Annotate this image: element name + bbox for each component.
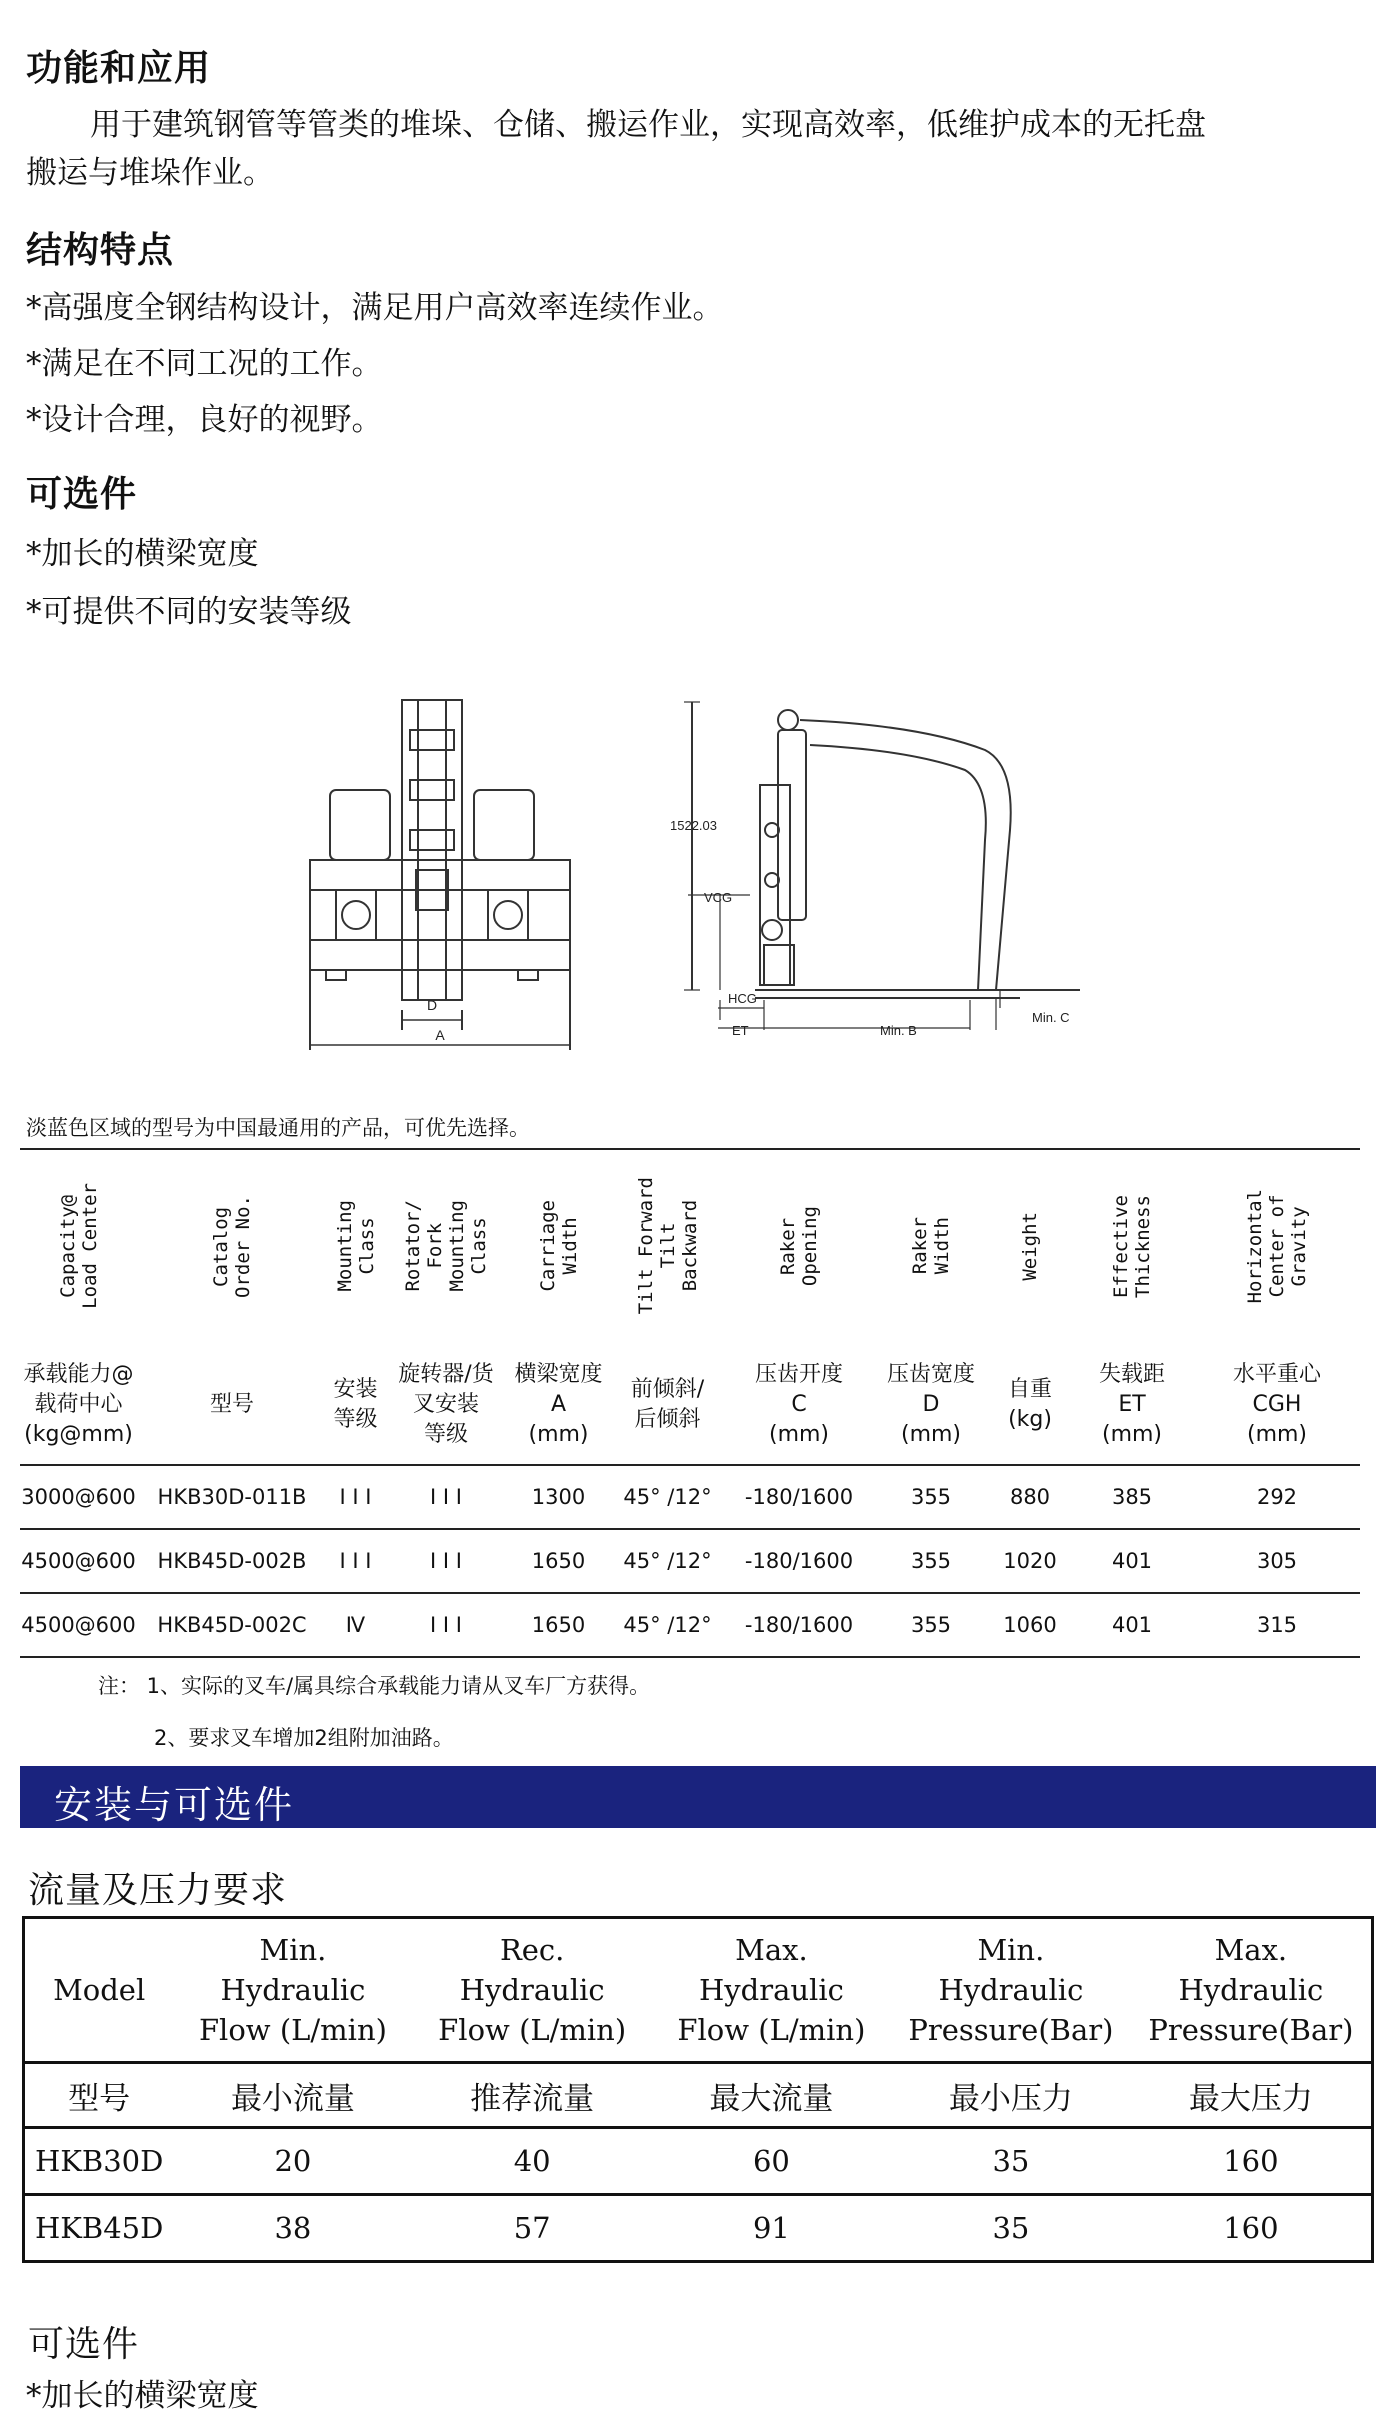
spec-header-zh: 失载距 ET (mm) [1070,1346,1194,1465]
banner-title: 安装与可选件 [54,1783,295,1827]
flow-header-zh: 型号 [24,2063,174,2128]
spec-header-zh: 承载能力@ 载荷中心 (kg@mm) [20,1346,137,1465]
section-title-features: 结构特点 [26,230,175,271]
table-cell: 385 [1070,1465,1194,1529]
common-model-note: 淡蓝色区域的型号为中国最通用的产品，可优先选择。 [26,1116,530,1140]
table-cell: HKB30D [24,2128,174,2195]
feature-item: *设计合理，良好的视野。 [26,402,383,438]
feature-item: *高强度全钢结构设计，满足用户高效率连续作业。 [26,290,724,326]
table-cell: 1650 [508,1593,609,1657]
spec-header-en-row [20,1149,1360,1346]
table-cell: 401 [1070,1593,1194,1657]
table-row [20,1593,1360,1657]
function-text-line2: 搬运与堆垛作业。 [26,155,274,191]
front-view-drawing [290,690,590,1070]
spec-header-zh: 横梁宽度 A (mm) [508,1346,609,1465]
spec-header-en: Horizontal Center of Gravity [1244,1188,1310,1304]
flow-header-zh: 最大流量 [652,2063,891,2128]
table-cell: I I I [384,1529,508,1593]
table-cell: HKB30D-011B [137,1465,327,1529]
table-cell: 20 [173,2128,412,2195]
table-cell: 1060 [990,1593,1070,1657]
flow-header-zh: 最小压力 [891,2063,1131,2128]
spec-header-zh: 安装 等级 [327,1346,384,1465]
table-cell: 880 [990,1465,1070,1529]
flow-header-zh: 推荐流量 [413,2063,652,2128]
table-row [20,1465,1360,1529]
spec-header-en: Effective Thickness [1110,1194,1154,1298]
spec-header-zh: 型号 [137,1346,327,1465]
table-cell: 1650 [508,1529,609,1593]
spec-header-en: Tilt Forward Tilt Backward [634,1177,701,1315]
table-cell: 305 [1194,1529,1360,1593]
flow-header-en-row [24,1918,1373,2063]
hcg-label: HCG [728,991,757,1006]
table-cell: 35 [891,2195,1131,2262]
spec-header-en: Carriage Width [536,1200,581,1292]
dim-1522-label: 1522.03 [670,818,717,833]
spec-header-zh: 压齿开度 C (mm) [726,1346,872,1465]
table-cell: 60 [652,2128,891,2195]
flow-header-en: Rec. Hydraulic Flow (L/min) [438,1933,627,2047]
side-view-drawing [660,690,1120,1040]
min-c-label: Min. C [1032,1010,1070,1025]
table-row [20,1529,1360,1593]
table-cell: 160 [1131,2195,1373,2262]
table-cell: -180/1600 [726,1465,872,1529]
flow-header-zh: 最小流量 [173,2063,412,2128]
table-cell: 4500@600 [20,1593,137,1657]
spec-header-en: Weight [1019,1211,1041,1281]
spec-header-zh: 自重 (kg) [990,1346,1070,1465]
min-b-label: Min. B [880,1023,917,1038]
option-item: *加长的横梁宽度 [26,2378,259,2414]
spec-header-en: Raker Width [909,1217,953,1275]
table-cell: I I I [327,1465,384,1529]
table-cell: 38 [173,2195,412,2262]
table-cell: Ⅳ [327,1593,384,1657]
vcg-label: VCG [704,890,733,905]
spec-header-zh-row [20,1346,1360,1465]
table-cell: 35 [891,2128,1131,2195]
flow-header-en: Min. Hydraulic Pressure(Bar) [908,1933,1114,2047]
option-item: *可提供不同的安装等级 [26,594,352,630]
flow-header-en: Max. Hydraulic Flow (L/min) [677,1933,866,2047]
table-cell: -180/1600 [726,1593,872,1657]
spec-header-zh: 旋转器/货 叉安装 等级 [384,1346,508,1465]
flow-table [22,1916,1374,2263]
function-text-line1: 用于建筑钢管等管类的堆垛、仓储、搬运作业，实现高效率，低维护成本的无托盘 [90,107,1206,143]
spec-header-en: Capacity@ Load Center [56,1183,101,1309]
spec-header-en: Catalog Order No. [210,1194,254,1298]
install-options-banner [20,1766,1376,1828]
table-cell: 1020 [990,1529,1070,1593]
table-cell: 401 [1070,1529,1194,1593]
spec-header-zh: 压齿宽度 D (mm) [872,1346,990,1465]
table-cell: -180/1600 [726,1529,872,1593]
table-cell: 45° /12° [609,1529,726,1593]
table-row [24,2195,1373,2262]
spec-header-en: Rotator/ Fork Mounting Class [402,1200,490,1292]
section-title-function: 功能和应用 [26,48,212,89]
flow-header-zh: 最大压力 [1131,2063,1373,2128]
table-cell: 160 [1131,2128,1373,2195]
flow-pressure-title: 流量及压力要求 [28,1870,288,1911]
spec-header-en: Raker Opening [777,1205,821,1287]
dim-d-label: D [426,997,438,1013]
feature-item: *满足在不同工况的工作。 [26,346,383,382]
dim-a-label: A [435,1027,445,1043]
table-cell: 57 [413,2195,652,2262]
table-cell: 91 [652,2195,891,2262]
option-item: *加长的横梁宽度 [26,536,259,572]
table-cell: 45° /12° [609,1465,726,1529]
section-title-options-2: 可选件 [28,2324,140,2365]
flow-header-zh-row [24,2063,1373,2128]
table-cell: HKB45D [24,2195,174,2262]
table-cell: 4500@600 [20,1529,137,1593]
table-cell: 355 [872,1465,990,1529]
table-cell: I I I [384,1465,508,1529]
spec-table [20,1148,1360,1658]
et-label: ET [732,1023,749,1038]
table-cell: 40 [413,2128,652,2195]
spec-header-zh: 水平重心 CGH (mm) [1194,1346,1360,1465]
flow-header-en: Max. Hydraulic Pressure(Bar) [1148,1933,1354,2047]
table-cell: 1300 [508,1465,609,1529]
section-title-options: 可选件 [26,474,138,515]
table-cell: 45° /12° [609,1593,726,1657]
spec-header-en: Mounting Class [333,1200,378,1292]
table-cell: HKB45D-002B [137,1529,327,1593]
table-cell: 292 [1194,1465,1360,1529]
note-2: 2、要求叉车增加2组附加油路。 [154,1726,454,1750]
table-cell: HKB45D-002C [137,1593,327,1657]
table-cell: I I I [384,1593,508,1657]
table-cell: 315 [1194,1593,1360,1657]
table-row [24,2128,1373,2195]
table-cell: 355 [872,1593,990,1657]
flow-header-en: Model [53,1973,146,2007]
table-cell: I I I [327,1529,384,1593]
spec-header-zh: 前倾斜/ 后倾斜 [609,1346,726,1465]
note-1: 注： 1、实际的叉车/属具综合承载能力请从叉车厂方获得。 [98,1674,651,1698]
table-cell: 355 [872,1529,990,1593]
table-cell: 3000@600 [20,1465,137,1529]
flow-header-en: Min. Hydraulic Flow (L/min) [198,1933,387,2047]
